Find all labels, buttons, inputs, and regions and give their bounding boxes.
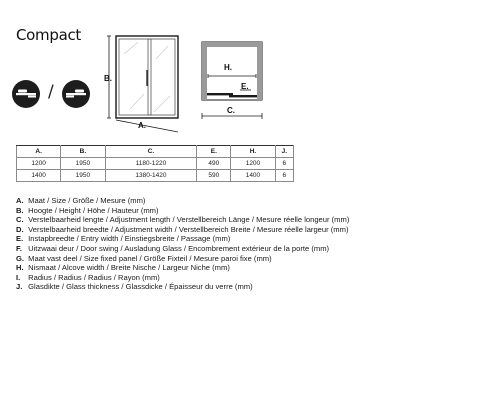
legend-text: Radius / Radius / Radius / Rayon (mm) [28, 272, 160, 282]
legend-key: D. [16, 224, 24, 234]
legend-key: J. [16, 282, 23, 292]
table-cell: 490 [197, 158, 231, 170]
table-cell: 6 [275, 158, 293, 170]
table-cell: 1950 [61, 158, 105, 170]
plan-h-label: H. [224, 63, 232, 72]
table-cell: 1180-1220 [105, 158, 197, 170]
table-header-c: C. [105, 146, 197, 158]
table-header-e: E. [197, 146, 231, 158]
legend-item [16, 234, 486, 244]
table-cell: 6 [275, 170, 293, 182]
width-label: A. [138, 121, 146, 130]
legend-text: Glasdikte / Glass thickness / Glassdicke / Épaisseur du verre (mm) [28, 282, 253, 292]
legend-text: Uitzwaai deur / Door swing / Ausladung Glass / Encombrement extérieur de la porte (mm) [28, 243, 330, 253]
legend-key: G. [16, 253, 25, 263]
table-row [17, 158, 294, 170]
handle-icons [12, 80, 92, 110]
legend-key: E. [16, 234, 24, 244]
door-elevation-diagram [104, 34, 184, 141]
legend-list [16, 196, 486, 292]
table-row [17, 170, 294, 182]
plan-e-label: E. [241, 82, 249, 91]
legend-key: H. [16, 263, 24, 273]
legend-key: C. [16, 215, 24, 225]
dimensions-table [16, 145, 294, 182]
legend-item [16, 225, 486, 235]
table-header-a: A. [17, 146, 61, 158]
legend-text: Instapbreedte / Entry width / Einstiegsbreite / Passage (mm) [28, 234, 231, 244]
table-header-h: H. [231, 146, 275, 158]
legend-text: Verstelbaarheid lengte / Adjustment length / Verstellbereich Länge / Mesure réelle longeur (mm) [28, 215, 350, 225]
page-title: Compact [16, 26, 82, 44]
legend-key: B. [16, 205, 24, 215]
table-cell: 590 [197, 170, 231, 182]
table-header-j: J. [275, 146, 293, 158]
plan-view-diagram [196, 40, 268, 127]
legend-text: Hoogte / Height / Höhe / Hauteur (mm) [28, 205, 159, 215]
table-header-b: B. [61, 146, 105, 158]
legend-item [16, 244, 486, 254]
legend-item [16, 196, 486, 206]
table-cell: 1200 [17, 158, 61, 170]
plan-c-label: C. [227, 106, 235, 115]
table-header-row [17, 146, 294, 158]
legend-item [16, 215, 486, 225]
legend-key: A. [16, 196, 24, 205]
legend-text: Verstelbaarheid breedte / Adjustment width / Verstellbereich Breite / Mesure réelle largeur (mm) [28, 224, 349, 234]
legend-item [16, 206, 486, 216]
icon-separator: / [48, 82, 54, 102]
legend-text: Nismaat / Alcove width / Breite Nische / Largeur Niche (mm) [28, 263, 230, 273]
legend-key: F. [16, 243, 22, 253]
height-label: B. [104, 74, 112, 83]
legend-item [16, 254, 486, 264]
handle-left-icon [12, 80, 40, 108]
legend-item [16, 263, 486, 273]
table-cell: 1400 [231, 170, 275, 182]
legend-text: Maat / Size / Größe / Mesure (mm) [28, 196, 146, 205]
handle-right-icon [62, 80, 90, 108]
legend-text: Maat vast deel / Size fixed panel / Größe Fixteil / Mesure paroi fixe (mm) [28, 253, 272, 263]
legend-item [16, 282, 486, 292]
table-cell: 1380-1420 [105, 170, 197, 182]
table-cell: 1950 [61, 170, 105, 182]
table-cell: 1400 [17, 170, 61, 182]
legend-item [16, 273, 486, 283]
legend-key: I. [16, 272, 21, 282]
table-cell: 1200 [231, 158, 275, 170]
